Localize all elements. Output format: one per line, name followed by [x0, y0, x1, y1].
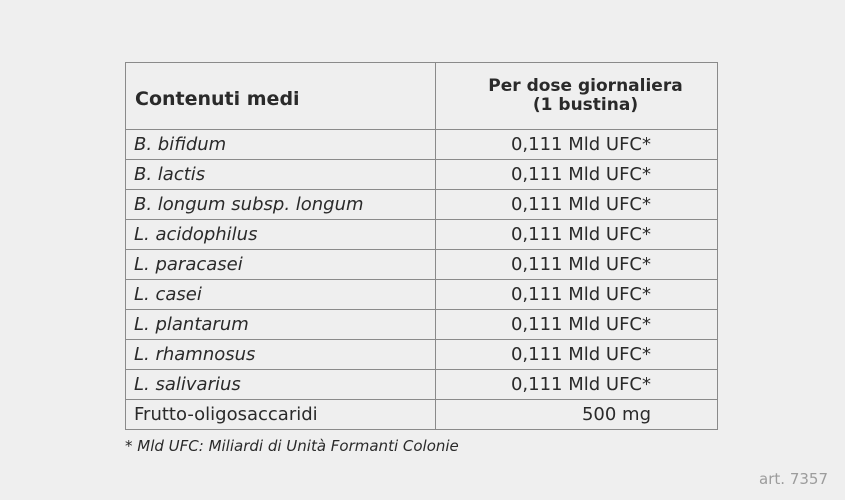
ingredient-amount: 500 mg: [436, 400, 718, 430]
ingredient-amount: 0,111 Mld UFC*: [436, 250, 718, 280]
ingredient-name: L. paracasei: [126, 250, 436, 280]
ingredient-name: L. acidophilus: [126, 220, 436, 250]
table-row: [126, 250, 718, 280]
table-row: [126, 370, 718, 400]
table-row: [126, 280, 718, 310]
ingredient-name: B. bifidum: [126, 130, 436, 160]
ingredient-amount: 0,111 Mld UFC*: [436, 220, 718, 250]
ingredient-amount: 0,111 Mld UFC*: [436, 130, 718, 160]
header-dose-line1: Per dose giornaliera: [488, 76, 683, 96]
table-row: [126, 190, 718, 220]
ingredient-amount: 0,111 Mld UFC*: [436, 310, 718, 340]
ingredient-name: B. longum subsp. longum: [126, 190, 436, 220]
table-row: [126, 130, 718, 160]
table-header: [126, 63, 718, 130]
ingredient-name: L. rhamnosus: [126, 340, 436, 370]
ingredient-name: B. lactis: [126, 160, 436, 190]
table-row: [126, 340, 718, 370]
ingredient-amount: 0,111 Mld UFC*: [436, 190, 718, 220]
article-code: art. 7357: [759, 470, 828, 488]
table-row: [126, 310, 718, 340]
table-row: [126, 220, 718, 250]
ingredient-name: Frutto-oligosaccaridi: [126, 400, 436, 430]
nutrition-table: [125, 62, 718, 430]
ingredient-amount: 0,111 Mld UFC*: [436, 160, 718, 190]
table-row: [126, 160, 718, 190]
ingredient-amount: 0,111 Mld UFC*: [436, 340, 718, 370]
table-body: [126, 130, 718, 430]
header-daily-dose: [436, 63, 718, 130]
ingredient-name: L. salivarius: [126, 370, 436, 400]
header-contents: Contenuti medi: [126, 63, 436, 130]
ingredient-name: L. plantarum: [126, 310, 436, 340]
table-row: [126, 400, 718, 430]
header-row: [126, 63, 718, 130]
ingredient-amount: 0,111 Mld UFC*: [436, 370, 718, 400]
footnote: * Mld UFC: Miliardi di Unità Formanti Colonie: [125, 437, 459, 455]
header-dose-line2: (1 bustina): [532, 95, 639, 115]
ingredient-amount: 0,111 Mld UFC*: [436, 280, 718, 310]
ingredient-name: L. casei: [126, 280, 436, 310]
